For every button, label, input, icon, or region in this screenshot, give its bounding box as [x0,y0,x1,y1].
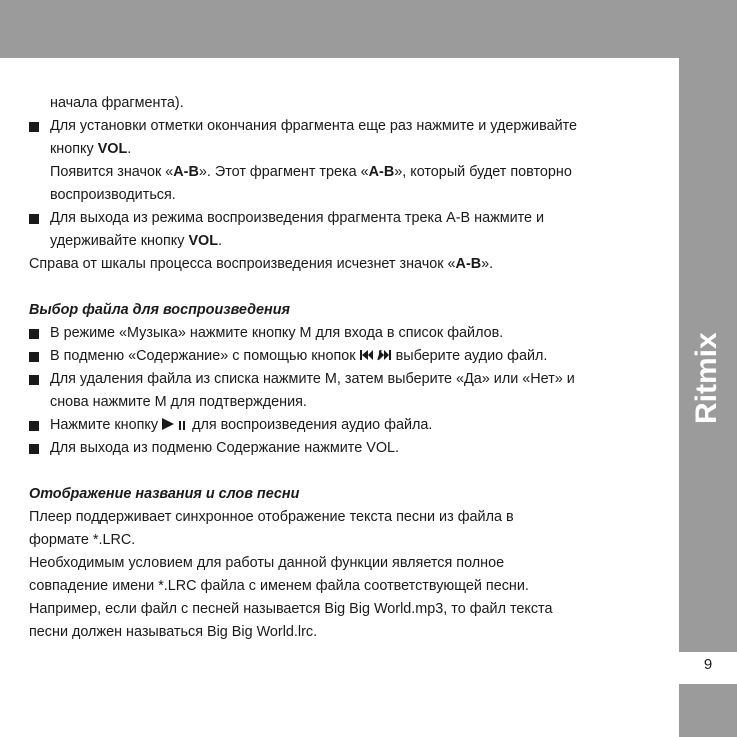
bullet-select-3 [29,368,669,414]
bullet-square-icon [29,352,39,362]
bullet-text-line: Для установки отметки окончания фрагмента еще раз нажмите и удерживайте [50,118,578,134]
section-title-file-select: Выбор файла для воспроизведения [29,302,290,318]
paragraph-line: Необходимым условием для работы данной функции является полное [29,555,505,571]
bullet-select-4 [29,414,669,437]
paragraph-ab-disappear: Справа от шкалы процесса воспроизведения исчезнет значок «A-B». [29,256,494,272]
bullet-text-line: Появится значок «A-B». Этот фрагмент трека «A-B», который будет повторно [50,164,572,180]
bullet-ab-exit [29,207,669,253]
prev-next-buttons-icon [360,349,392,361]
bullet-text-line: удерживайте кнопку VOL. [50,233,223,249]
bullet-text-line: воспроизводиться. [50,187,176,203]
bullet-text-line: Нажмите кнопку для воспроизведения аудио файла. [50,417,433,433]
bullet-text-line: Для удаления файла из списка нажмите М, затем выберите «Да» или «Нет» и [50,371,575,387]
bullet-select-1 [29,322,669,345]
bullet-text-line: снова нажмите М для подтверждения. [50,394,307,410]
bullet-text-line: кнопку VOL. [50,141,132,157]
paragraph-line: Плеер поддерживает синхронное отображение текста песни из файла в [29,509,514,525]
bullet-square-icon [29,329,39,339]
paragraph-line: Например, если файл с песней называется Big Big World.mp3, то файл текста [29,601,553,617]
bullet-text-line: Для выхода из режима воспроизведения фрагмента трека А-В нажмите и [50,210,545,226]
bullet-square-icon [29,421,39,431]
paragraph-line: формате *.LRC. [29,532,136,548]
bullet-square-icon [29,444,39,454]
bullet-text-line: Для выхода из подменю Содержание нажмите VOL. [50,440,400,456]
bullet-square-icon [29,214,39,224]
play-pause-icon [162,418,188,430]
section-title-lyrics: Отображение названия и слов песни [29,486,300,502]
bullet-select-2 [29,345,669,368]
paragraph-intro-continuation: начала фрагмента). [50,95,184,111]
bullet-square-icon [29,375,39,385]
ab-marker-label: A-B [455,256,482,272]
bullet-text-line: В подменю «Содержание» с помощью кнопок выберите аудио файл. [50,348,548,364]
bullet-square-icon [29,122,39,132]
bullet-text-line: В режиме «Музыка» нажмите кнопку М для входа в список файлов. [50,325,504,341]
paragraph-line: песни должен называться Big Big World.lrc. [29,624,318,640]
ab-marker-label: A-B [173,164,199,180]
top-header-bar [0,0,737,58]
vol-key-label: VOL [188,233,219,249]
ab-marker-label: A-B [368,164,395,180]
vol-key-label: VOL [97,141,128,157]
paragraph-line: совпадение имени *.LRC файла с именем файла соответствующей песни. [29,578,529,594]
ritmix-logo-icon [686,306,730,426]
bullet-select-5 [29,437,669,460]
page-number: 9 [703,656,713,673]
document-body [29,92,669,644]
bullet-ab-end [29,115,669,207]
brand-logo-text: Ritmix [690,332,723,424]
